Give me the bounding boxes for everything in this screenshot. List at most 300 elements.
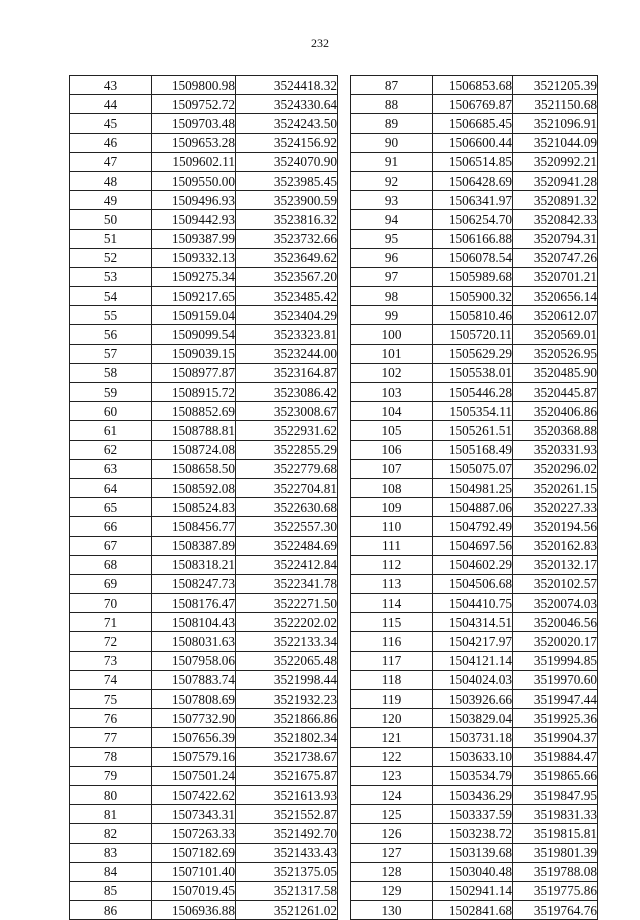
y-coordinate-cell: 3519865.66 xyxy=(513,766,598,785)
y-coordinate-cell: 3519831.33 xyxy=(513,805,598,824)
x-coordinate-cell: 1508031.63 xyxy=(152,632,236,651)
x-coordinate-cell: 1503436.29 xyxy=(433,785,513,804)
point-number-cell: 65 xyxy=(70,498,152,517)
table-row xyxy=(70,747,338,766)
x-coordinate-cell: 1504121.14 xyxy=(433,651,513,670)
y-coordinate-cell: 3520046.56 xyxy=(513,613,598,632)
y-coordinate-cell: 3522133.34 xyxy=(236,632,338,651)
y-coordinate-cell: 3521866.86 xyxy=(236,709,338,728)
table-row xyxy=(351,459,598,478)
y-coordinate-cell: 3519788.08 xyxy=(513,862,598,881)
table-row xyxy=(70,440,338,459)
point-number-cell: 55 xyxy=(70,306,152,325)
x-coordinate-cell: 1506600.44 xyxy=(433,133,513,152)
point-number-cell: 95 xyxy=(351,229,433,248)
x-coordinate-cell: 1508247.73 xyxy=(152,574,236,593)
table-row xyxy=(70,498,338,517)
x-coordinate-cell: 1505989.68 xyxy=(433,267,513,286)
x-coordinate-cell: 1505900.32 xyxy=(433,287,513,306)
x-coordinate-cell: 1506254.70 xyxy=(433,210,513,229)
y-coordinate-cell: 3522779.68 xyxy=(236,459,338,478)
x-coordinate-cell: 1508524.83 xyxy=(152,498,236,517)
y-coordinate-cell: 3519764.76 xyxy=(513,901,598,920)
table-row xyxy=(70,651,338,670)
point-number-cell: 89 xyxy=(351,114,433,133)
y-coordinate-cell: 3519925.36 xyxy=(513,709,598,728)
x-coordinate-cell: 1503139.68 xyxy=(433,843,513,862)
table-row xyxy=(70,632,338,651)
point-number-cell: 50 xyxy=(70,210,152,229)
x-coordinate-cell: 1505261.51 xyxy=(433,421,513,440)
point-number-cell: 124 xyxy=(351,785,433,804)
point-number-cell: 90 xyxy=(351,133,433,152)
table-row xyxy=(70,402,338,421)
point-number-cell: 123 xyxy=(351,766,433,785)
point-number-cell: 111 xyxy=(351,536,433,555)
y-coordinate-cell: 3522557.30 xyxy=(236,517,338,536)
y-coordinate-cell: 3521675.87 xyxy=(236,766,338,785)
point-number-cell: 68 xyxy=(70,555,152,574)
x-coordinate-cell: 1507263.33 xyxy=(152,824,236,843)
point-number-cell: 88 xyxy=(351,95,433,114)
table-row xyxy=(351,229,598,248)
x-coordinate-cell: 1506514.85 xyxy=(433,152,513,171)
table-row xyxy=(351,363,598,382)
y-coordinate-cell: 3521261.02 xyxy=(236,901,338,920)
table-row xyxy=(70,152,338,171)
point-number-cell: 70 xyxy=(70,594,152,613)
x-coordinate-cell: 1509332.13 xyxy=(152,248,236,267)
point-number-cell: 43 xyxy=(70,76,152,95)
point-number-cell: 87 xyxy=(351,76,433,95)
y-coordinate-cell: 3519801.39 xyxy=(513,843,598,862)
y-coordinate-cell: 3520331.93 xyxy=(513,440,598,459)
table-row xyxy=(70,728,338,747)
x-coordinate-cell: 1509442.93 xyxy=(152,210,236,229)
point-number-cell: 121 xyxy=(351,728,433,747)
point-number-cell: 109 xyxy=(351,498,433,517)
point-number-cell: 60 xyxy=(70,402,152,421)
y-coordinate-cell: 3520227.33 xyxy=(513,498,598,517)
point-number-cell: 58 xyxy=(70,363,152,382)
x-coordinate-cell: 1508176.47 xyxy=(152,594,236,613)
table-row xyxy=(70,459,338,478)
point-number-cell: 122 xyxy=(351,747,433,766)
point-number-cell: 80 xyxy=(70,785,152,804)
x-coordinate-cell: 1504602.29 xyxy=(433,555,513,574)
table-row xyxy=(351,613,598,632)
y-coordinate-cell: 3523485.42 xyxy=(236,287,338,306)
x-coordinate-cell: 1506685.45 xyxy=(433,114,513,133)
point-number-cell: 128 xyxy=(351,862,433,881)
table-row xyxy=(351,536,598,555)
y-coordinate-cell: 3522855.29 xyxy=(236,440,338,459)
y-coordinate-cell: 3524330.64 xyxy=(236,95,338,114)
y-coordinate-cell: 3519815.81 xyxy=(513,824,598,843)
table-row xyxy=(70,95,338,114)
table-row xyxy=(70,862,338,881)
table-row xyxy=(351,152,598,171)
y-coordinate-cell: 3523900.59 xyxy=(236,191,338,210)
y-coordinate-cell: 3523567.20 xyxy=(236,267,338,286)
table-row xyxy=(70,287,338,306)
point-number-cell: 93 xyxy=(351,191,433,210)
table-row xyxy=(70,76,338,95)
x-coordinate-cell: 1508724.08 xyxy=(152,440,236,459)
table-row xyxy=(351,306,598,325)
y-coordinate-cell: 3521150.68 xyxy=(513,95,598,114)
y-coordinate-cell: 3521375.05 xyxy=(236,862,338,881)
y-coordinate-cell: 3522704.81 xyxy=(236,478,338,497)
point-number-cell: 91 xyxy=(351,152,433,171)
table-row xyxy=(351,344,598,363)
y-coordinate-cell: 3523164.87 xyxy=(236,363,338,382)
y-coordinate-cell: 3519994.85 xyxy=(513,651,598,670)
x-coordinate-cell: 1504506.68 xyxy=(433,574,513,593)
x-coordinate-cell: 1507883.74 xyxy=(152,670,236,689)
x-coordinate-cell: 1504024.03 xyxy=(433,670,513,689)
x-coordinate-cell: 1503829.04 xyxy=(433,709,513,728)
table-row xyxy=(351,555,598,574)
x-coordinate-cell: 1503337.59 xyxy=(433,805,513,824)
table-row xyxy=(351,594,598,613)
x-coordinate-cell: 1506341.97 xyxy=(433,191,513,210)
y-coordinate-cell: 3521492.70 xyxy=(236,824,338,843)
y-coordinate-cell: 3522931.62 xyxy=(236,421,338,440)
point-number-cell: 103 xyxy=(351,383,433,402)
point-number-cell: 48 xyxy=(70,171,152,190)
x-coordinate-cell: 1504314.51 xyxy=(433,613,513,632)
table-row xyxy=(70,824,338,843)
x-coordinate-cell: 1509217.65 xyxy=(152,287,236,306)
y-coordinate-cell: 3522065.48 xyxy=(236,651,338,670)
point-number-cell: 52 xyxy=(70,248,152,267)
y-coordinate-cell: 3520368.88 xyxy=(513,421,598,440)
x-coordinate-cell: 1509275.34 xyxy=(152,267,236,286)
coordinate-table-right xyxy=(350,75,598,920)
y-coordinate-cell: 3521738.67 xyxy=(236,747,338,766)
point-number-cell: 107 xyxy=(351,459,433,478)
y-coordinate-cell: 3523323.81 xyxy=(236,325,338,344)
page-number: 232 xyxy=(311,36,329,50)
x-coordinate-cell: 1507958.06 xyxy=(152,651,236,670)
y-coordinate-cell: 3522341.78 xyxy=(236,574,338,593)
table-row xyxy=(70,421,338,440)
table-row xyxy=(351,728,598,747)
point-number-cell: 112 xyxy=(351,555,433,574)
table-row xyxy=(351,805,598,824)
x-coordinate-cell: 1502841.68 xyxy=(433,901,513,920)
point-number-cell: 72 xyxy=(70,632,152,651)
x-coordinate-cell: 1507808.69 xyxy=(152,690,236,709)
table-row xyxy=(351,133,598,152)
y-coordinate-cell: 3520485.90 xyxy=(513,363,598,382)
y-coordinate-cell: 3520794.31 xyxy=(513,229,598,248)
table-row xyxy=(351,766,598,785)
y-coordinate-cell: 3523086.42 xyxy=(236,383,338,402)
point-number-cell: 102 xyxy=(351,363,433,382)
y-coordinate-cell: 3521932.23 xyxy=(236,690,338,709)
y-coordinate-cell: 3521998.44 xyxy=(236,670,338,689)
table-row xyxy=(70,709,338,728)
table-row xyxy=(351,267,598,286)
point-number-cell: 53 xyxy=(70,267,152,286)
x-coordinate-cell: 1505354.11 xyxy=(433,402,513,421)
y-coordinate-cell: 3519970.60 xyxy=(513,670,598,689)
y-coordinate-cell: 3524070.90 xyxy=(236,152,338,171)
point-number-cell: 78 xyxy=(70,747,152,766)
y-coordinate-cell: 3522202.02 xyxy=(236,613,338,632)
y-coordinate-cell: 3523649.62 xyxy=(236,248,338,267)
table-row xyxy=(70,210,338,229)
y-coordinate-cell: 3519775.86 xyxy=(513,881,598,900)
x-coordinate-cell: 1508592.08 xyxy=(152,478,236,497)
y-coordinate-cell: 3520445.87 xyxy=(513,383,598,402)
table-row xyxy=(70,363,338,382)
point-number-cell: 64 xyxy=(70,478,152,497)
table-row xyxy=(70,383,338,402)
x-coordinate-cell: 1505720.11 xyxy=(433,325,513,344)
table-row xyxy=(351,95,598,114)
table-row xyxy=(351,881,598,900)
x-coordinate-cell: 1508104.43 xyxy=(152,613,236,632)
x-coordinate-cell: 1506936.88 xyxy=(152,901,236,920)
point-number-cell: 94 xyxy=(351,210,433,229)
x-coordinate-cell: 1508977.87 xyxy=(152,363,236,382)
table-row xyxy=(351,478,598,497)
point-number-cell: 79 xyxy=(70,766,152,785)
y-coordinate-cell: 3521205.39 xyxy=(513,76,598,95)
point-number-cell: 67 xyxy=(70,536,152,555)
x-coordinate-cell: 1504792.49 xyxy=(433,517,513,536)
x-coordinate-cell: 1503926.66 xyxy=(433,690,513,709)
y-coordinate-cell: 3521096.91 xyxy=(513,114,598,133)
y-coordinate-cell: 3524156.92 xyxy=(236,133,338,152)
x-coordinate-cell: 1508915.72 xyxy=(152,383,236,402)
point-number-cell: 92 xyxy=(351,171,433,190)
point-number-cell: 116 xyxy=(351,632,433,651)
x-coordinate-cell: 1503534.79 xyxy=(433,766,513,785)
point-number-cell: 59 xyxy=(70,383,152,402)
point-number-cell: 119 xyxy=(351,690,433,709)
x-coordinate-cell: 1504410.75 xyxy=(433,594,513,613)
x-coordinate-cell: 1507019.45 xyxy=(152,881,236,900)
y-coordinate-cell: 3520194.56 xyxy=(513,517,598,536)
table-row xyxy=(70,785,338,804)
table-row xyxy=(70,517,338,536)
x-coordinate-cell: 1507501.24 xyxy=(152,766,236,785)
y-coordinate-cell: 3521317.58 xyxy=(236,881,338,900)
y-coordinate-cell: 3520891.32 xyxy=(513,191,598,210)
point-number-cell: 69 xyxy=(70,574,152,593)
y-coordinate-cell: 3519947.44 xyxy=(513,690,598,709)
x-coordinate-cell: 1505538.01 xyxy=(433,363,513,382)
y-coordinate-cell: 3523732.66 xyxy=(236,229,338,248)
point-number-cell: 108 xyxy=(351,478,433,497)
point-number-cell: 81 xyxy=(70,805,152,824)
table-row xyxy=(351,114,598,133)
table-row xyxy=(70,690,338,709)
x-coordinate-cell: 1504981.25 xyxy=(433,478,513,497)
table-row xyxy=(70,843,338,862)
x-coordinate-cell: 1507579.16 xyxy=(152,747,236,766)
point-number-cell: 101 xyxy=(351,344,433,363)
y-coordinate-cell: 3520102.57 xyxy=(513,574,598,593)
x-coordinate-cell: 1503633.10 xyxy=(433,747,513,766)
y-coordinate-cell: 3522412.84 xyxy=(236,555,338,574)
point-number-cell: 130 xyxy=(351,901,433,920)
x-coordinate-cell: 1503238.72 xyxy=(433,824,513,843)
point-number-cell: 114 xyxy=(351,594,433,613)
x-coordinate-cell: 1509550.00 xyxy=(152,171,236,190)
table-row xyxy=(70,306,338,325)
table-row xyxy=(70,191,338,210)
point-number-cell: 44 xyxy=(70,95,152,114)
point-number-cell: 126 xyxy=(351,824,433,843)
table-row xyxy=(351,824,598,843)
point-number-cell: 73 xyxy=(70,651,152,670)
point-number-cell: 106 xyxy=(351,440,433,459)
point-number-cell: 110 xyxy=(351,517,433,536)
x-coordinate-cell: 1507182.69 xyxy=(152,843,236,862)
x-coordinate-cell: 1505075.07 xyxy=(433,459,513,478)
y-coordinate-cell: 3520261.15 xyxy=(513,478,598,497)
y-coordinate-cell: 3520162.83 xyxy=(513,536,598,555)
x-coordinate-cell: 1509602.11 xyxy=(152,152,236,171)
x-coordinate-cell: 1504697.56 xyxy=(433,536,513,555)
x-coordinate-cell: 1507656.39 xyxy=(152,728,236,747)
point-number-cell: 97 xyxy=(351,267,433,286)
table-row xyxy=(70,478,338,497)
y-coordinate-cell: 3520992.21 xyxy=(513,152,598,171)
table-row xyxy=(351,709,598,728)
y-coordinate-cell: 3524243.50 xyxy=(236,114,338,133)
x-coordinate-cell: 1506166.88 xyxy=(433,229,513,248)
table-row xyxy=(70,594,338,613)
x-coordinate-cell: 1505810.46 xyxy=(433,306,513,325)
y-coordinate-cell: 3521433.43 xyxy=(236,843,338,862)
table-row xyxy=(70,805,338,824)
table-row xyxy=(70,536,338,555)
table-row xyxy=(70,325,338,344)
table-row xyxy=(70,881,338,900)
x-coordinate-cell: 1508658.50 xyxy=(152,459,236,478)
y-coordinate-cell: 3520406.86 xyxy=(513,402,598,421)
x-coordinate-cell: 1506428.69 xyxy=(433,171,513,190)
point-number-cell: 45 xyxy=(70,114,152,133)
point-number-cell: 82 xyxy=(70,824,152,843)
x-coordinate-cell: 1503731.18 xyxy=(433,728,513,747)
y-coordinate-cell: 3521044.09 xyxy=(513,133,598,152)
y-coordinate-cell: 3519904.37 xyxy=(513,728,598,747)
point-number-cell: 83 xyxy=(70,843,152,862)
point-number-cell: 86 xyxy=(70,901,152,920)
point-number-cell: 85 xyxy=(70,881,152,900)
point-number-cell: 113 xyxy=(351,574,433,593)
table-row xyxy=(351,402,598,421)
point-number-cell: 47 xyxy=(70,152,152,171)
x-coordinate-cell: 1506769.87 xyxy=(433,95,513,114)
x-coordinate-cell: 1509752.72 xyxy=(152,95,236,114)
y-coordinate-cell: 3519847.95 xyxy=(513,785,598,804)
point-number-cell: 105 xyxy=(351,421,433,440)
point-number-cell: 115 xyxy=(351,613,433,632)
coordinate-table-left xyxy=(69,75,338,920)
point-number-cell: 98 xyxy=(351,287,433,306)
x-coordinate-cell: 1509099.54 xyxy=(152,325,236,344)
table-row xyxy=(70,133,338,152)
x-coordinate-cell: 1505446.28 xyxy=(433,383,513,402)
x-coordinate-cell: 1507422.62 xyxy=(152,785,236,804)
table-row xyxy=(70,574,338,593)
y-coordinate-cell: 3523816.32 xyxy=(236,210,338,229)
y-coordinate-cell: 3522271.50 xyxy=(236,594,338,613)
y-coordinate-cell: 3521613.93 xyxy=(236,785,338,804)
y-coordinate-cell: 3521802.34 xyxy=(236,728,338,747)
y-coordinate-cell: 3522630.68 xyxy=(236,498,338,517)
y-coordinate-cell: 3520132.17 xyxy=(513,555,598,574)
point-number-cell: 75 xyxy=(70,690,152,709)
y-coordinate-cell: 3520747.26 xyxy=(513,248,598,267)
x-coordinate-cell: 1503040.48 xyxy=(433,862,513,881)
x-coordinate-cell: 1509800.98 xyxy=(152,76,236,95)
y-coordinate-cell: 3520842.33 xyxy=(513,210,598,229)
x-coordinate-cell: 1508852.69 xyxy=(152,402,236,421)
table-row xyxy=(70,114,338,133)
y-coordinate-cell: 3520612.07 xyxy=(513,306,598,325)
table-row xyxy=(70,248,338,267)
x-coordinate-cell: 1506078.54 xyxy=(433,248,513,267)
table-row xyxy=(351,574,598,593)
table-row xyxy=(351,248,598,267)
table-row xyxy=(351,191,598,210)
y-coordinate-cell: 3523008.67 xyxy=(236,402,338,421)
point-number-cell: 46 xyxy=(70,133,152,152)
x-coordinate-cell: 1509653.28 xyxy=(152,133,236,152)
table-row xyxy=(351,421,598,440)
x-coordinate-cell: 1508788.81 xyxy=(152,421,236,440)
table-row xyxy=(351,632,598,651)
point-number-cell: 63 xyxy=(70,459,152,478)
table-row xyxy=(351,287,598,306)
table-row xyxy=(351,690,598,709)
table-row xyxy=(70,171,338,190)
y-coordinate-cell: 3520569.01 xyxy=(513,325,598,344)
table-row xyxy=(351,670,598,689)
y-coordinate-cell: 3520656.14 xyxy=(513,287,598,306)
x-coordinate-cell: 1507732.90 xyxy=(152,709,236,728)
point-number-cell: 61 xyxy=(70,421,152,440)
table-row xyxy=(70,613,338,632)
y-coordinate-cell: 3523244.00 xyxy=(236,344,338,363)
point-number-cell: 57 xyxy=(70,344,152,363)
x-coordinate-cell: 1506853.68 xyxy=(433,76,513,95)
x-coordinate-cell: 1509387.99 xyxy=(152,229,236,248)
table-row xyxy=(351,171,598,190)
y-coordinate-cell: 3520296.02 xyxy=(513,459,598,478)
x-coordinate-cell: 1509496.93 xyxy=(152,191,236,210)
point-number-cell: 118 xyxy=(351,670,433,689)
x-coordinate-cell: 1508387.89 xyxy=(152,536,236,555)
point-number-cell: 74 xyxy=(70,670,152,689)
y-coordinate-cell: 3520526.95 xyxy=(513,344,598,363)
point-number-cell: 51 xyxy=(70,229,152,248)
table-row xyxy=(351,76,598,95)
point-number-cell: 96 xyxy=(351,248,433,267)
y-coordinate-cell: 3522484.69 xyxy=(236,536,338,555)
table-row xyxy=(70,229,338,248)
point-number-cell: 127 xyxy=(351,843,433,862)
